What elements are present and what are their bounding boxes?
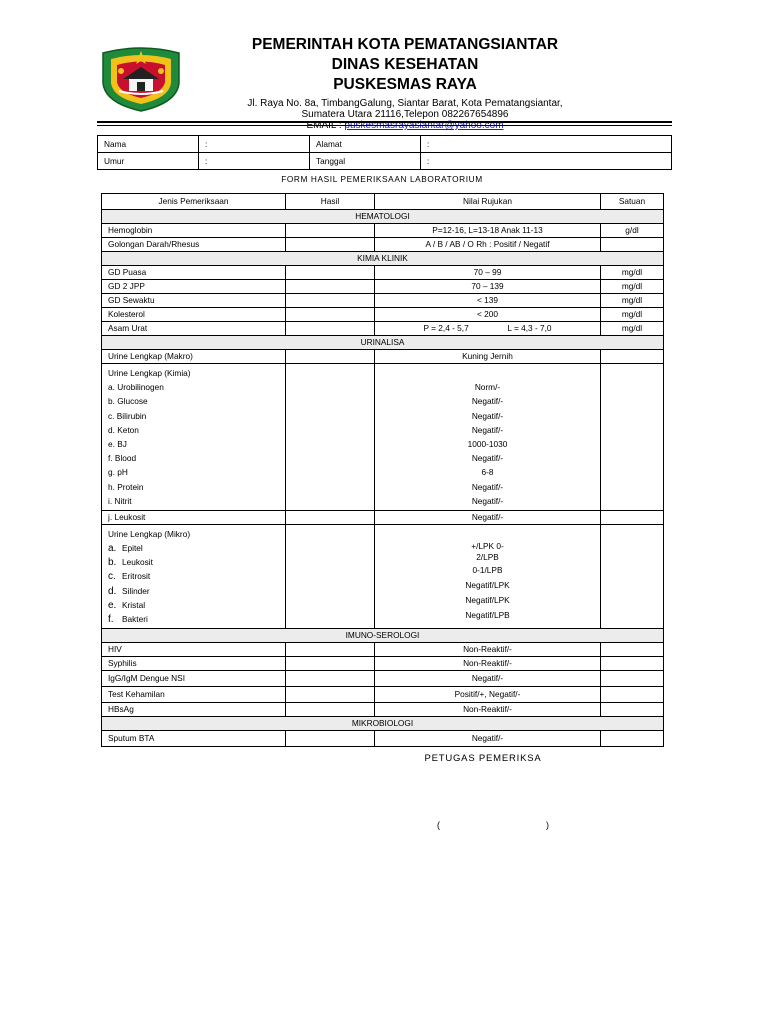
urine-mikro-block <box>102 524 664 628</box>
patient-identity-table <box>97 135 672 170</box>
signature-close-paren: ) <box>546 820 549 830</box>
result-cell[interactable] <box>286 238 375 252</box>
list-item: b. Glucose <box>108 396 148 407</box>
list-item: g. pH <box>108 467 128 478</box>
section-row <box>102 252 664 266</box>
unit <box>601 524 664 628</box>
unit: mg/dl <box>601 294 664 308</box>
list-item: a. Epitel <box>108 543 143 555</box>
test-name: Asam Urat <box>102 322 286 336</box>
col-header-hasil: Hasil <box>286 194 375 210</box>
reference-value: Positif/+, Negatif/- <box>375 687 601 703</box>
reference-value: Negatif/- <box>375 731 601 747</box>
result-cell[interactable] <box>286 510 375 524</box>
test-name: Sputum BTA <box>102 731 286 747</box>
signature-open-paren: ( <box>437 820 440 830</box>
list-item-title: Urine Lengkap (Kimia) <box>108 368 191 378</box>
urine-kimia-refs <box>375 364 601 511</box>
result-cell[interactable] <box>286 308 375 322</box>
urine-mikro-names <box>102 524 286 628</box>
letterhead-line-facility: PUSKESMAS RAYA <box>333 76 477 93</box>
section-kimia-klinik: KIMIA KLINIK <box>102 252 664 266</box>
list-item: e. Kristal <box>108 599 146 611</box>
result-cell[interactable] <box>286 657 375 671</box>
reference-value: < 200 <box>375 308 601 322</box>
list-item: d. Keton <box>108 424 139 435</box>
section-row <box>102 336 664 350</box>
unit <box>601 731 664 747</box>
table-row <box>102 322 664 336</box>
reference-value: Norm/- <box>474 382 501 393</box>
table-row <box>102 643 664 657</box>
urine-kimia-block <box>102 364 664 511</box>
table-row <box>102 671 664 687</box>
unit: mg/dl <box>601 266 664 280</box>
table-row <box>102 703 664 717</box>
reference-value: Non-Reaktif/- <box>375 703 601 717</box>
list-item: i. Nitrit <box>108 495 132 506</box>
reference-value: Non-Reaktif/- <box>375 657 601 671</box>
table-row <box>102 350 664 364</box>
unit <box>601 657 664 671</box>
reference-value: P=12-16, L=13-18 Anak 11-13 <box>375 224 601 238</box>
unit <box>601 687 664 703</box>
unit <box>601 238 664 252</box>
section-hematologi: HEMATOLOGI <box>102 210 664 224</box>
list-item: b. Leukosit <box>108 557 153 569</box>
unit: mg/dl <box>601 322 664 336</box>
test-name: Golongan Darah/Rhesus <box>102 238 286 252</box>
result-cell[interactable] <box>286 322 375 336</box>
table-row <box>102 280 664 294</box>
unit <box>601 510 664 524</box>
reference-value: Negatif/- <box>375 510 601 524</box>
urine-mikro-refs <box>375 524 601 628</box>
col-header-satuan: Satuan <box>601 194 664 210</box>
list-item-title: Urine Lengkap (Mikro) <box>108 528 191 539</box>
col-header-nilai: Nilai Rujukan <box>375 194 601 210</box>
list-item: c. Bilirubin <box>108 410 147 421</box>
field-alamat[interactable]: : <box>421 136 672 153</box>
reference-value: 6-8 <box>481 467 494 478</box>
result-cell[interactable] <box>286 687 375 703</box>
form-title: FORM HASIL PEMERIKSAAN LABORATORIUM <box>281 174 483 184</box>
letterhead-line-department: DINAS KESEHATAN <box>331 56 479 73</box>
table-row <box>102 687 664 703</box>
test-name: j. Leukosit <box>102 510 286 524</box>
reference-value: A / B / AB / O Rh : Positif / Negatif <box>375 238 601 252</box>
address-line-2: Sumatera Utara 21116,Telepon 082267654896 <box>301 109 509 120</box>
label-nama: Nama <box>98 136 199 153</box>
result-cell[interactable] <box>286 524 375 628</box>
result-cell[interactable] <box>286 703 375 717</box>
reference-value: Negatif/- <box>471 410 504 421</box>
unit <box>601 671 664 687</box>
table-row <box>102 510 664 524</box>
test-name: HIV <box>102 643 286 657</box>
table-row <box>102 657 664 671</box>
test-name: Urine Lengkap (Makro) <box>102 350 286 364</box>
test-name: Kolesterol <box>102 308 286 322</box>
section-mikrobiologi: MIKROBIOLOGI <box>102 717 664 731</box>
table-row <box>102 238 664 252</box>
reference-value: 0-1/LPB <box>472 564 503 575</box>
reference-female: P = 2,4 - 5,7 <box>423 323 469 333</box>
reference-value: +/LPK 0- <box>471 540 504 551</box>
reference-value: Negatif/LPK <box>465 594 510 605</box>
label-tanggal: Tanggal <box>310 153 421 170</box>
list-item: e. BJ <box>108 438 127 449</box>
unit: g/dl <box>601 224 664 238</box>
table-header-row <box>102 194 664 210</box>
urine-kimia-names <box>102 364 286 511</box>
reference-value: 70 – 99 <box>375 266 601 280</box>
list-item: a. Urobilinogen <box>108 382 164 393</box>
result-cell[interactable] <box>286 266 375 280</box>
test-name: Syphilis <box>102 657 286 671</box>
test-name: IgG/IgM Dengue NSI <box>102 671 286 687</box>
test-name: GD Puasa <box>102 266 286 280</box>
result-cell[interactable] <box>286 731 375 747</box>
table-row <box>102 266 664 280</box>
table-row <box>102 294 664 308</box>
reference-value: Negatif/- <box>471 453 504 464</box>
signature-title: PETUGAS PEMERIKSA <box>424 753 542 764</box>
reference-value: 2/LPB <box>476 551 499 562</box>
reference-value: 1000-1030 <box>467 438 508 449</box>
test-name: HBsAg <box>102 703 286 717</box>
test-name: Hemoglobin <box>102 224 286 238</box>
test-name: Test Kehamilan <box>102 687 286 703</box>
list-item: c. Eritrosit <box>108 571 151 583</box>
letterhead-rule-thin <box>97 125 672 126</box>
table-row <box>102 224 664 238</box>
unit: mg/dl <box>601 308 664 322</box>
unit <box>601 364 664 511</box>
list-item: d. Silinder <box>108 585 150 597</box>
unit <box>601 703 664 717</box>
reference-value: Negatif/- <box>471 396 504 407</box>
field-umur[interactable]: : <box>199 153 310 170</box>
letterhead-line-government: PEMERINTAH KOTA PEMATANGSIANTAR <box>251 36 559 53</box>
reference-value: Negatif/- <box>471 481 504 492</box>
email-link[interactable]: puskesmasrayasiantar@yahoo.com <box>344 120 504 131</box>
section-row <box>102 717 664 731</box>
lab-results-table <box>101 193 664 747</box>
unit: mg/dl <box>601 280 664 294</box>
section-imuno-serologi: IMUNO-SEROLOGI <box>102 629 664 643</box>
result-cell[interactable] <box>286 224 375 238</box>
field-nama[interactable]: : <box>199 136 310 153</box>
result-cell[interactable] <box>286 280 375 294</box>
result-cell[interactable] <box>286 643 375 657</box>
list-item: f. Blood <box>108 453 137 464</box>
table-row <box>102 731 664 747</box>
letterhead-rule-thick <box>97 121 672 123</box>
label-alamat: Alamat <box>310 136 421 153</box>
reference-value: Non-Reaktif/- <box>375 643 601 657</box>
table-row <box>102 308 664 322</box>
reference-value: Negatif/LPK <box>465 579 510 590</box>
unit <box>601 643 664 657</box>
test-name: GD 2 JPP <box>102 280 286 294</box>
reference-value: Kuning Jernih <box>375 350 601 364</box>
list-item: h. Protein <box>108 481 144 492</box>
reference-value: Negatif/- <box>375 671 601 687</box>
section-row <box>102 629 664 643</box>
field-tanggal[interactable]: : <box>421 153 672 170</box>
reference-value <box>375 322 601 336</box>
letterhead <box>195 35 615 131</box>
email-label: EMAIL : <box>306 120 342 131</box>
result-cell[interactable] <box>286 294 375 308</box>
result-cell[interactable] <box>286 364 375 511</box>
reference-value: Negatif/LPB <box>465 609 510 620</box>
reference-value: 70 – 139 <box>375 280 601 294</box>
section-urinalisa: URINALISA <box>102 336 664 350</box>
unit <box>601 350 664 364</box>
reference-value: < 139 <box>375 294 601 308</box>
reference-value: Negatif/- <box>471 495 504 506</box>
reference-male: L = 4,3 - 7,0 <box>507 323 552 333</box>
result-cell[interactable] <box>286 350 375 364</box>
city-emblem-logo <box>97 45 185 113</box>
address-line-1: Jl. Raya No. 8a, TimbangGalung, Siantar Barat, Kota Pematangsiantar, <box>247 98 563 109</box>
section-row <box>102 210 664 224</box>
col-header-jenis: Jenis Pemeriksaan <box>102 194 286 210</box>
result-cell[interactable] <box>286 671 375 687</box>
test-name: GD Sewaktu <box>102 294 286 308</box>
label-umur: Umur <box>98 153 199 170</box>
list-item: f. Bakteri <box>108 614 148 625</box>
reference-value: Negatif/- <box>471 424 504 435</box>
